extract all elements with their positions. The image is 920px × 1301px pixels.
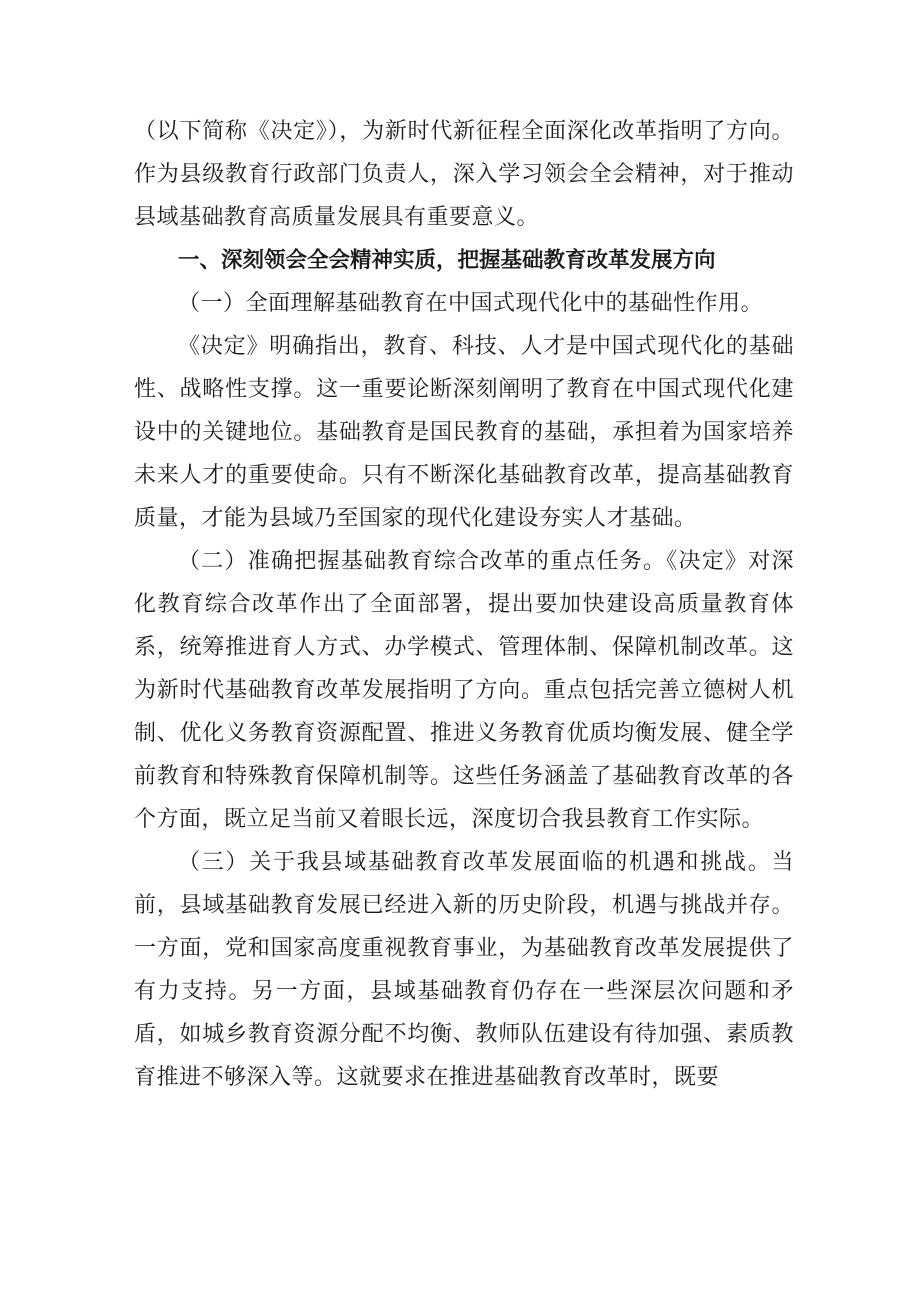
- document-body: [134, 110, 794, 1099]
- body-paragraph-3: （三）关于我县域基础教育改革发展面临的机遇和挑战。当前，县域基础教育发展已经进入新的历史阶段，机遇与挑战并存。一方面，党和国家高度重视教育事业，为基础教育改革发展提供了有力支持。另一方面，县域基础教育仍存在一些深层次问题和矛盾，如城乡教育资源分配不均衡、教师队伍建设有待加强、素质教育推进不够深入等。这就要求在推进基础教育改革时，既要: [134, 850, 794, 1090]
- subsection-heading-1: （一）全面理解基础教育在中国式现代化中的基础性作用。: [178, 291, 764, 316]
- section-heading: 一、深刻领会全会精神实质，把握基础教育改革发展方向: [178, 248, 716, 273]
- body-paragraph-1: 《决定》明确指出，教育、科技、人才是中国式现代化的基础性、战略性支撑。这一重要论断深刻阐明了教育在中国式现代化建设中的关键地位。基础教育是国民教育的基础，承担着为国家培养未来人才的重要使命。只有不断深化基础教育改革，提高基础教育质量，才能为县域乃至国家的现代化建设夯实人才基础。: [134, 334, 794, 531]
- intro-paragraph: （以下简称《决定》），为新时代新征程全面深化改革指明了方向。作为县级教育行政部门负责人，深入学习领会全会精神，对于推动县域基础教育高质量发展具有重要意义。: [134, 119, 794, 230]
- body-paragraph-2: （二）准确把握基础教育综合改革的重点任务。《决定》对深化教育综合改革作出了全面部署，提出要加快建设高质量教育体系，统筹推进育人方式、办学模式、管理体制、保障机制改革。这为新时代基础教育改革发展指明了方向。重点包括完善立德树人机制、优化义务教育资源配置、推进义务教育优质均衡发展、健全学前教育和特殊教育保障机制等。这些任务涵盖了基础教育改革的各个方面，既立足当前又着眼长远，深度切合我县教育工作实际。: [134, 549, 794, 832]
